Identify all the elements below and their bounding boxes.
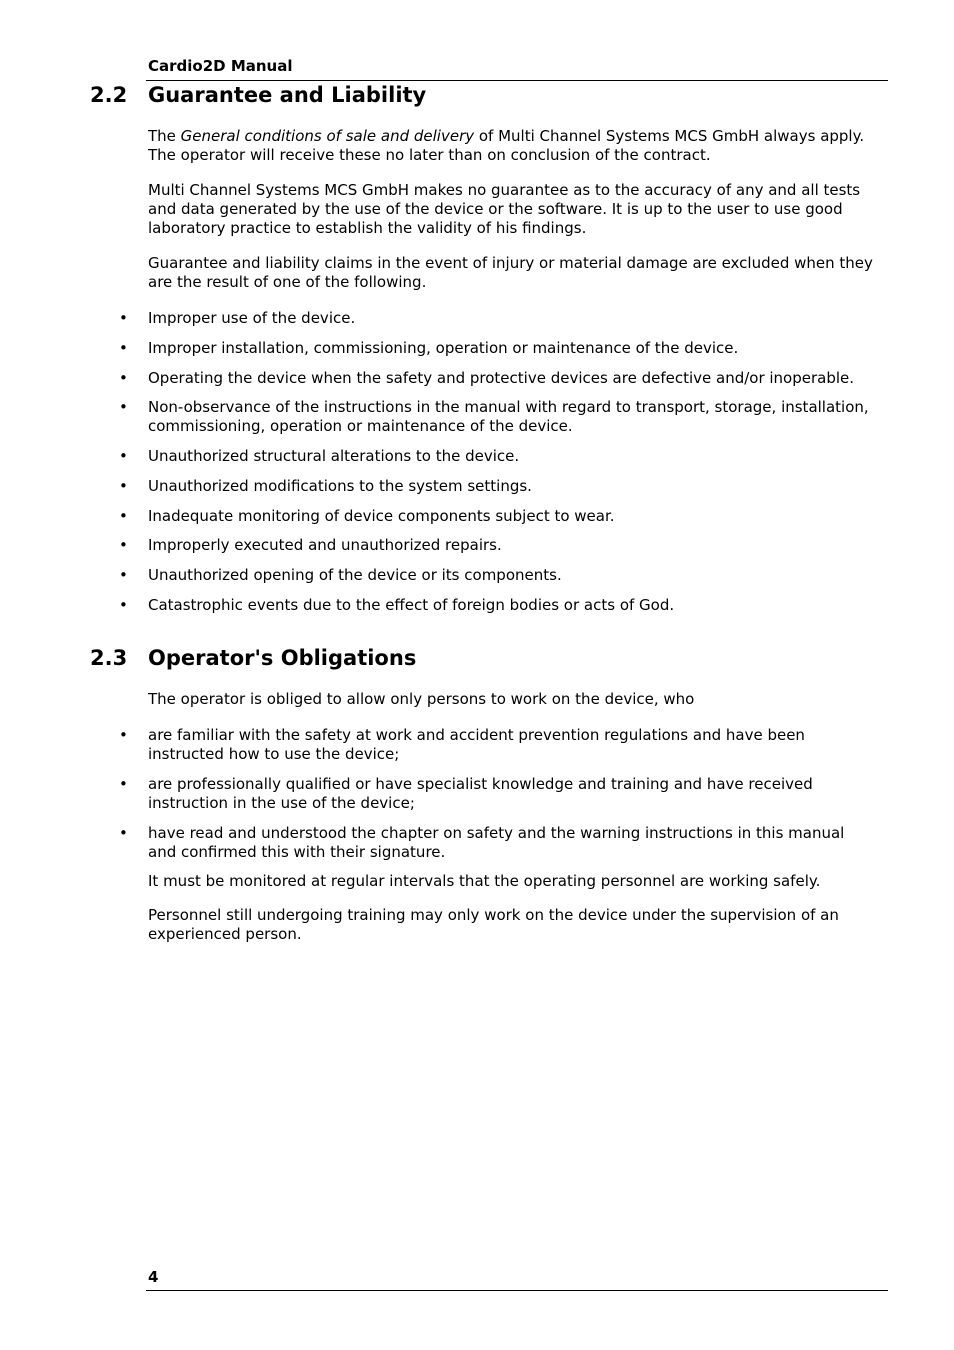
bullet-icon: • (119, 339, 128, 357)
bullet-icon: • (119, 369, 128, 387)
list-item-text: Unauthorized opening of the device or its components. (148, 566, 562, 584)
list-item (119, 398, 873, 436)
page-number: 4 (148, 1268, 159, 1286)
paragraph-conditions (148, 127, 873, 165)
list-item-text: Operating the device when the safety and protective devices are defective and/or inoperable. (148, 369, 855, 387)
section-heading-2-3 (90, 645, 416, 671)
section-title: Operator's Obligations (148, 646, 417, 670)
list-item (119, 726, 873, 764)
header-rule (146, 80, 888, 81)
paragraph-training-supervision: Personnel still undergoing training may only work on the device under the supervision of an experienced person. (148, 906, 839, 943)
paragraph-claims-excluded: Guarantee and liability claims in the event of injury or material damage are excluded when they are the result of one of the following. (148, 254, 873, 291)
bullet-icon: • (119, 536, 128, 554)
list-item (119, 447, 873, 466)
list-item-text: Catastrophic events due to the effect of foreign bodies or acts of God. (148, 596, 675, 614)
list-item (119, 339, 873, 358)
list-item-text: Unauthorized structural alterations to the device. (148, 447, 520, 465)
list-item-text: are familiar with the safety at work and accident prevention regulations and have been instructed how to use the device; (148, 726, 805, 763)
bullet-icon: • (119, 477, 128, 495)
paragraph-text: The (148, 127, 181, 145)
list-item (119, 566, 873, 585)
list-item (119, 536, 873, 555)
list-item (119, 369, 873, 388)
bullet-icon: • (119, 398, 128, 416)
conditions-title: General conditions of sale and delivery (180, 127, 475, 145)
bullet-icon: • (119, 596, 128, 614)
section-number: 2.3 (90, 646, 128, 670)
list-item-text: are professionally qualified or have specialist knowledge and training and have received instruction in the use of the device; (148, 775, 813, 812)
paragraph-text: of Multi Channel Systems MCS GmbH always apply. The operator will receive these no later than on conclusion of the contract. (148, 127, 865, 164)
bullet-icon: • (119, 507, 128, 525)
list-item-text: Unauthorized modifications to the system settings. (148, 477, 532, 495)
section-number: 2.2 (90, 83, 128, 107)
footer-rule (146, 1290, 888, 1291)
list-item-text: Improper installation, commissioning, operation or maintenance of the device. (148, 339, 739, 357)
paragraph-monitoring: It must be monitored at regular intervals that the operating personnel are working safely. (148, 872, 821, 890)
list-item (119, 507, 873, 526)
bullet-icon: • (119, 309, 128, 327)
list-item (119, 596, 873, 615)
bullet-icon: • (119, 726, 128, 744)
list-item-text: Non-observance of the instructions in the manual with regard to transport, storage, installation, commissioning, operation or maintenance of the device. (148, 398, 869, 435)
list-item (119, 775, 873, 813)
list-item (119, 477, 873, 496)
bullet-icon: • (119, 566, 128, 584)
list-item (119, 824, 873, 862)
list-item-text: Improper use of the device. (148, 309, 356, 327)
list-item-text: Inadequate monitoring of device components subject to wear. (148, 507, 615, 525)
section-title: Guarantee and Liability (148, 83, 427, 107)
bullet-icon: • (119, 447, 128, 465)
bullet-icon: • (119, 775, 128, 793)
paragraph-no-guarantee: Multi Channel Systems MCS GmbH makes no guarantee as to the accuracy of any and all tests and data generated by the use of the device or the software. It is up to the user to use good laboratory practice to establish the validity of his findings. (148, 181, 861, 237)
section-heading-2-2 (90, 82, 426, 108)
list-item-text: Improperly executed and unauthorized repairs. (148, 536, 502, 554)
list-item-text: have read and understood the chapter on safety and the warning instructions in this manual and confirmed this with their signature. (148, 824, 845, 861)
list-item (119, 309, 873, 328)
bullet-icon: • (119, 824, 128, 842)
paragraph-obligation-intro: The operator is obliged to allow only persons to work on the device, who (148, 690, 695, 708)
running-header-title: Cardio2D Manual (148, 57, 293, 75)
